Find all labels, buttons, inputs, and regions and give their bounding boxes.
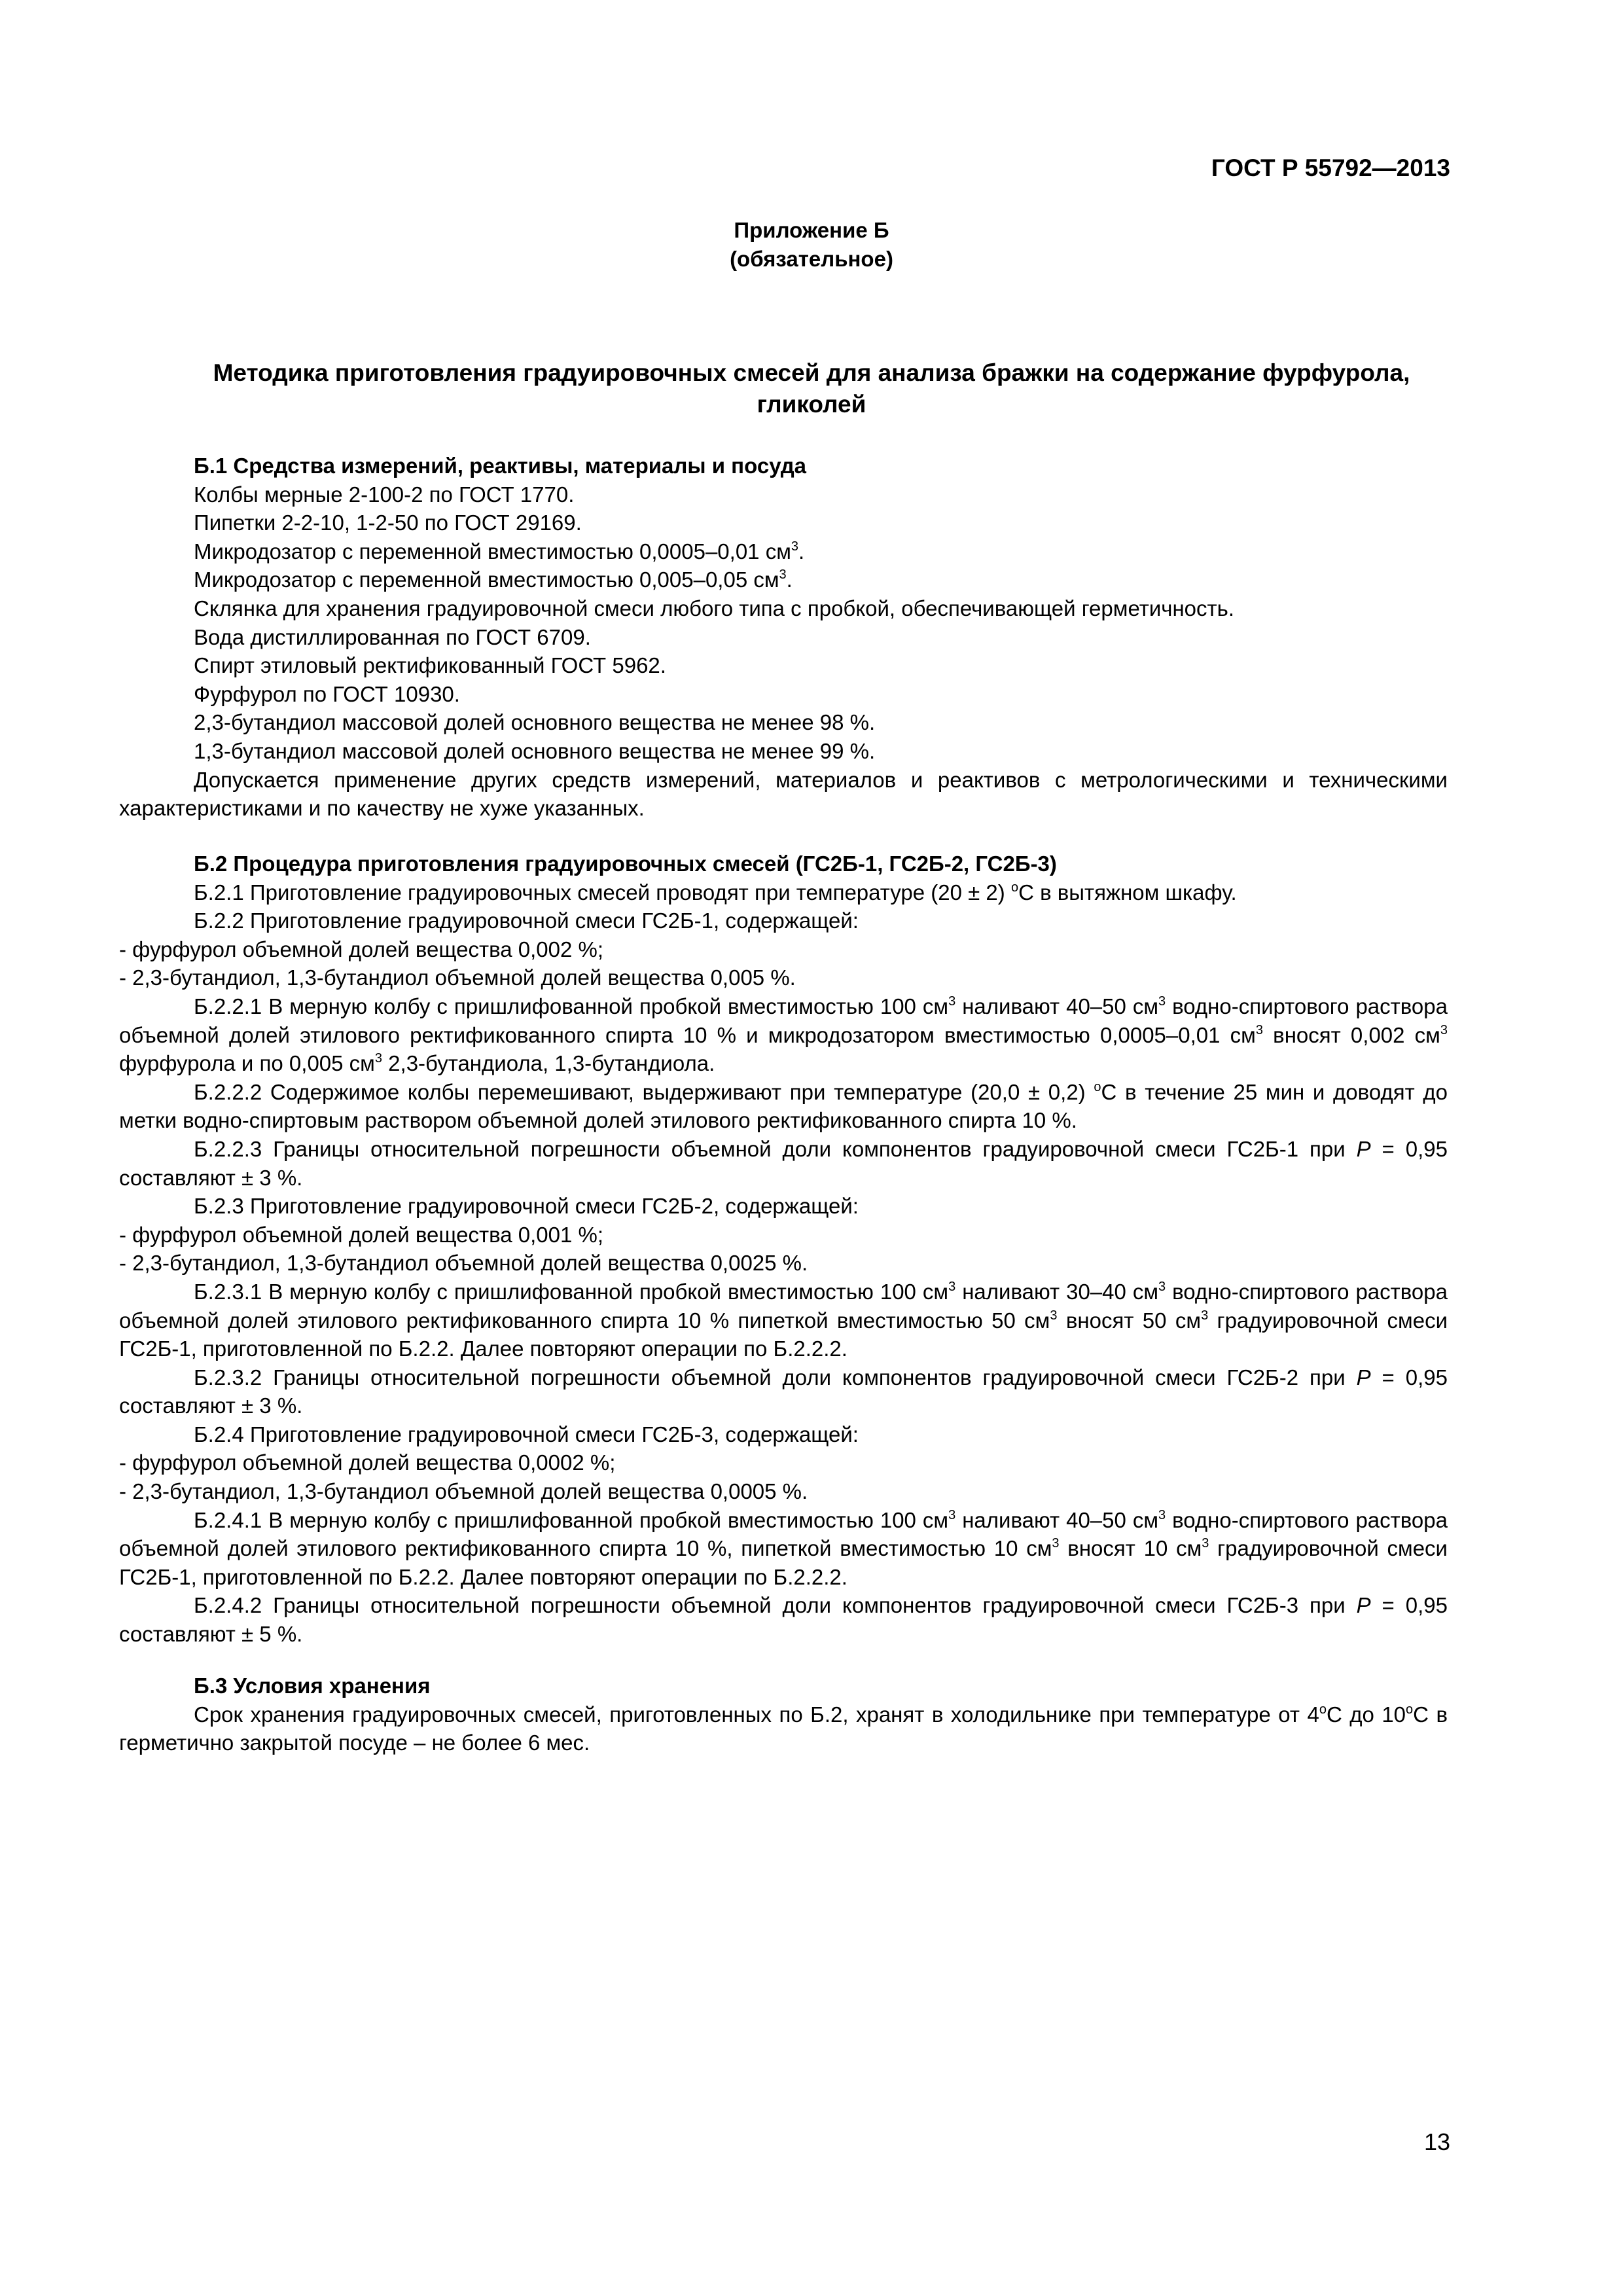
section-b1 [119,452,1448,823]
cube-superscript: 3 [1158,994,1166,1009]
list-item: - 2,3-бутандиол, 1,3-бутандиол объемной долей вещества 0,0005 %. [119,1479,808,1504]
degree-superscript: o [1010,880,1019,895]
probability-symbol: P [1356,1365,1371,1390]
list-item: 2,3-бутандиол массовой долей основного вещества не менее 98 %. [194,710,876,735]
list-item: Микродозатор с переменной вместимостью 0,0005–0,01 $см^3$. [194,539,805,564]
cube-superscript: 3 [1052,1536,1060,1551]
cube-superscript: 3 [948,1507,956,1522]
section-heading: Б.3 Условия хранения [194,1674,431,1698]
probability-symbol: P [1356,1593,1371,1618]
cube-superscript: 3 [948,994,956,1009]
document-title: Методика приготовления градуировочных смесей для анализа бражки на содержание фурфурола, гликолей [213,359,1410,418]
list-item: Склянка для хранения градуировочной смеси любого типа с пробкой, обеспечивающей герметичность. [194,596,1234,620]
list-item: - фурфурол объемной долей вещества 0,0002 %; [119,1450,616,1475]
list-item: Вода дистиллированная по ГОСТ 6709. [194,624,591,649]
cube-superscript: 3 [374,1051,382,1066]
degree-superscript: o [1319,1702,1327,1717]
paragraph: Б.2.1 Приготовление градуировочных смесей проводят при температуре (20 ± 2) $^o$С в вытяжном шкафу. [194,880,1237,905]
cube-superscript: 3 [1440,1022,1448,1037]
paragraph: Допускается применение других средств измерений, материалов и реактивов с метрологическими и техническими характеристиками и по качеству не хуже указанных. [119,767,1448,821]
paragraph: Б.2.4.2 Границы относительной погрешности объемной доли компонентов градуировочной смеси ГС2Б-3 при P = 0,95 составляют ± 5 %. [119,1593,1448,1647]
section-heading: Б.2 Процедура приготовления градуировочных смесей (ГС2Б-1, ГС2Б-2, ГС2Б-3) [194,852,1057,876]
section-b2 [119,850,1448,1649]
list-item: Микродозатор с переменной вместимостью 0,005–0,05 $см^3$. [194,567,793,592]
list-item: Колбы мерные 2-100-2 по ГОСТ 1770. [194,482,575,507]
cube-superscript: 3 [948,1279,956,1294]
cube-superscript: 3 [1158,1279,1166,1294]
list-item: - фурфурол объемной долей вещества 0,002 %; [119,937,604,961]
degree-superscript: o [1094,1079,1101,1094]
paragraph: Б.2.3.1 В мерную колбу с пришлифованной пробкой вместимостью 100 $см^3$ наливают 30–40 $см^3$ водно-спиртового раствора объемной долей этилового ректификованного спирта 10 % пипеткой вместимостью 50 $см^3$ вносят 50 $см^3$ градуировочной смеси ГС2Б-1, приготовленной по Б.2.2. Далее повторяют операции по Б.2.2.2. [119,1279,1448,1361]
standard-designation: ГОСТ Р 55792—2013 [1211,154,1450,181]
list-item: Спирт этиловый ректификованный ГОСТ 5962. [194,653,666,678]
cube-superscript: 3 [1050,1308,1058,1323]
cube-superscript: 3 [1255,1022,1263,1037]
paragraph: Б.2.4 Приготовление градуировочной смеси ГС2Б-3, содержащей: [194,1422,859,1446]
list-item: Фурфурол по ГОСТ 10930. [194,681,460,706]
paragraph: Срок хранения градуировочных смесей, приготовленных по Б.2, хранят в холодильнике при температуре от 4$^o$С до 10$^o$С в герметично закрытой посуде – не более 6 мес. [119,1702,1448,1755]
paragraph: Б.2.2.2 Содержимое колбы перемешивают, выдерживают при температуре (20,0 ± 0,2) $^o$С в течение 25 мин и доводят до метки водно-спиртовым раствором объемной долей этилового ректификованного спирта 10 %. [119,1079,1448,1133]
paragraph: Б.2.4.1 В мерную колбу с пришлифованной пробкой вместимостью 100 $см^3$ наливают 40–50 $см^3$ водно-спиртового раствора объемной долей этилового ректификованного спирта 10 %, пипеткой вместимостью 10 $см^3$ вносят 10 $см^3$ градуировочной смеси ГС2Б-1, приготовленной по Б.2.2. Далее повторяют операции по Б.2.2.2. [119,1507,1448,1589]
cube-superscript: 3 [791,539,799,554]
list-item: - 2,3-бутандиол, 1,3-бутандиол объемной долей вещества 0,0025 %. [119,1251,808,1276]
cube-superscript: 3 [1158,1507,1166,1522]
list-item: 1,3-бутандиол массовой долей основного вещества не менее 99 %. [194,738,876,763]
page-number: 13 [1423,2128,1450,2155]
cube-superscript: 3 [1201,1308,1209,1323]
section-heading: Б.1 Средства измерений, реактивы, материалы и посуда [194,454,807,478]
paragraph: Б.2.3 Приготовление градуировочной смеси ГС2Б-2, содержащей: [194,1194,859,1219]
paragraph: Б.2.3.2 Границы относительной погрешности объемной доли компонентов градуировочной смеси ГС2Б-2 при P = 0,95 составляют ± 3 %. [119,1365,1448,1418]
list-item: - фурфурол объемной долей вещества 0,001 %; [119,1222,604,1247]
section-b3 [119,1672,1448,1757]
paragraph: Б.2.2.1 В мерную колбу с пришлифованной пробкой вместимостью 100 $см^3$ наливают 40–50 $см^3$ водно-спиртового раствора объемной долей этилового ректификованного спирта 10 % и микродозатором вместимостью 0,0005–0,01 $см^3$ вносят 0,002 $см^3$ фурфурола и по 0,005 $см^3$ 2,3-бутандиола, 1,3-бутандиола. [119,994,1448,1076]
probability-symbol: P [1356,1136,1371,1161]
degree-superscript: o [1406,1702,1414,1717]
cube-superscript: 3 [779,567,787,583]
cube-superscript: 3 [1202,1536,1209,1551]
paragraph: Б.2.2.3 Границы относительной погрешности объемной доли компонентов градуировочной смеси ГС2Б-1 при P = 0,95 составляют ± 3 %. [119,1136,1448,1190]
paragraph: Б.2.2 Приготовление градуировочной смеси ГС2Б-1, содержащей: [194,908,859,933]
list-item: - 2,3-бутандиол, 1,3-бутандиол объемной долей вещества 0,005 %. [119,965,796,990]
list-item: Пипетки 2-2-10, 1-2-50 по ГОСТ 29169. [194,511,582,535]
annex-kind: (обязательное) [730,247,893,271]
annex-title: Приложение Б [734,218,889,242]
